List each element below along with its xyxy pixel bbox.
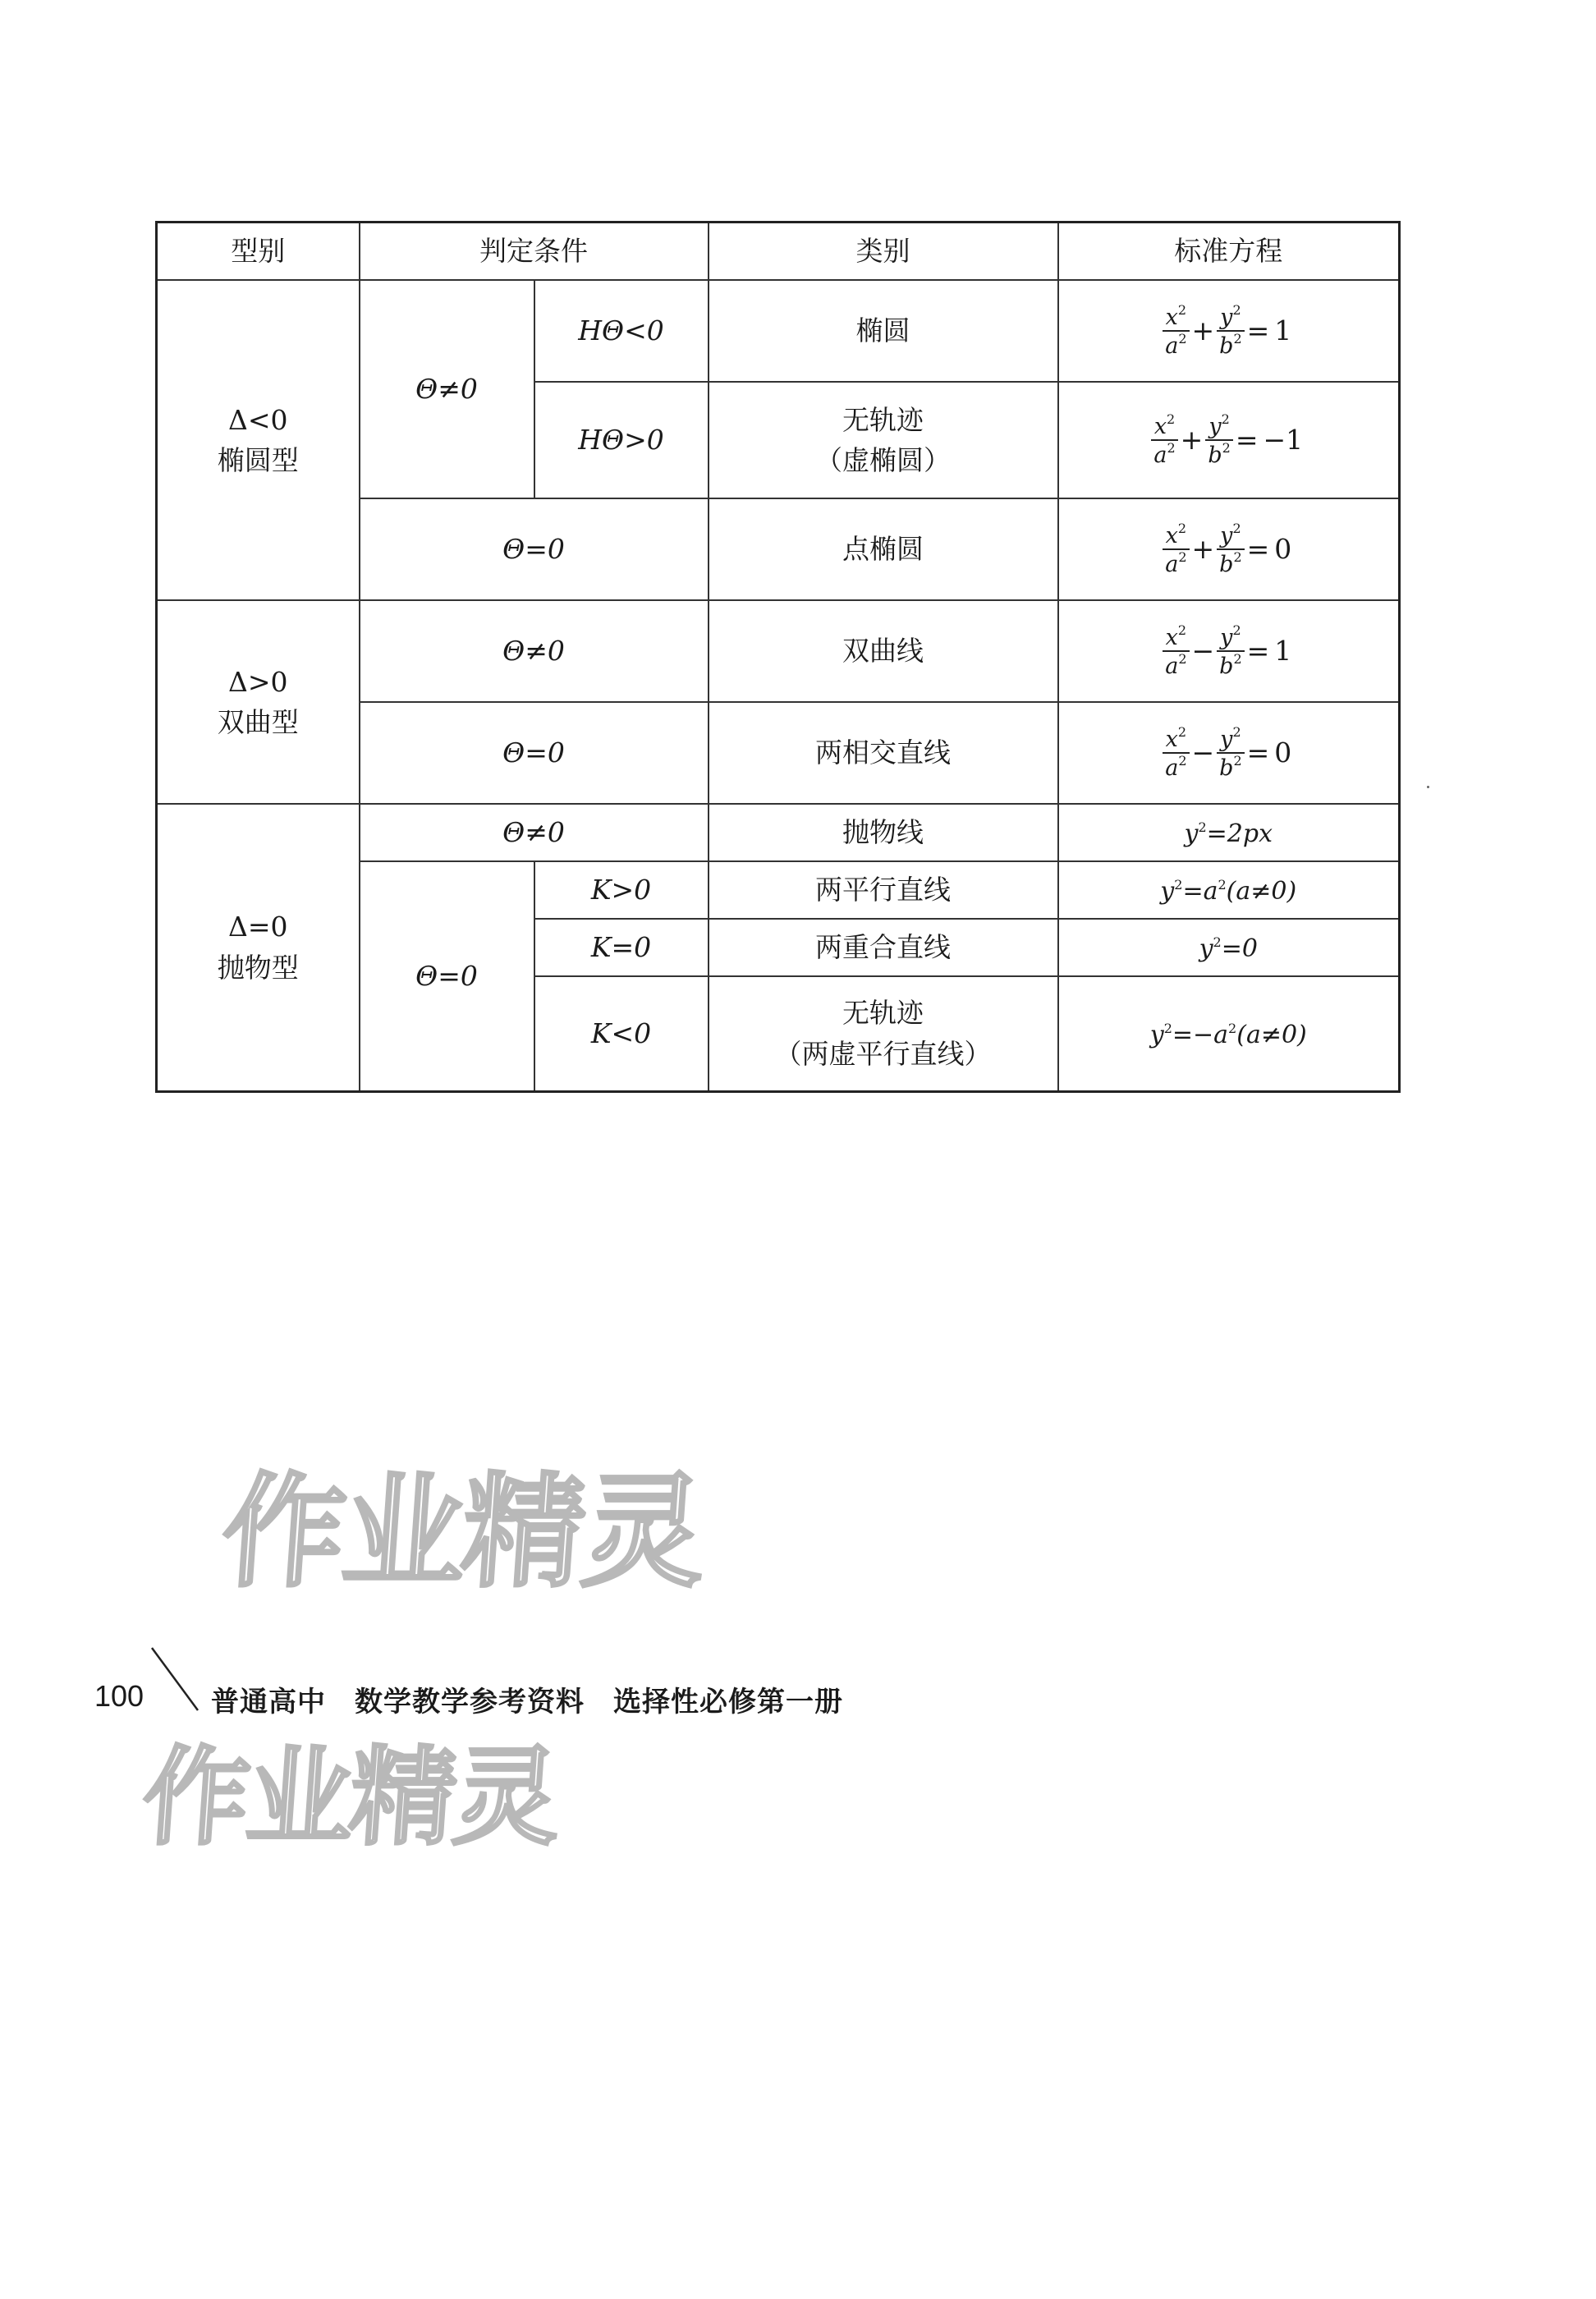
condition-sub: K<0	[534, 976, 709, 1091]
category-cell: 点椭圆	[709, 498, 1058, 600]
condition-theta: Θ=0	[360, 702, 709, 804]
condition-theta: Θ≠0	[360, 600, 709, 702]
category-cell: 无轨迹 （虚椭圆）	[709, 382, 1058, 498]
category-cell: 两平行直线	[709, 861, 1058, 919]
condition-sub: HΘ<0	[534, 280, 709, 382]
category-cell: 双曲线	[709, 600, 1058, 702]
condition-theta: Θ≠0	[360, 280, 534, 498]
type-name: 椭圆型	[217, 444, 299, 476]
header-condition: 判定条件	[360, 223, 709, 281]
equation-cell: $y^2=-a^2(a\ne 0)$	[1058, 976, 1400, 1091]
watermark-mid: 作业精灵	[217, 1462, 708, 1604]
stray-dot	[1427, 786, 1429, 788]
category-cell: 两重合直线	[709, 919, 1058, 976]
equation-cell: $\frac{x^2}{a^2}$ + $\frac{y^2}{b^2}$ = −1	[1058, 382, 1400, 498]
header-standard-equation: 标准方程	[1058, 223, 1400, 281]
category-cell: 抛物线	[709, 804, 1058, 861]
type-condition: Δ<0	[228, 403, 288, 436]
header-type: 型别	[157, 223, 360, 281]
type-cell-hyperbola: Δ>0 双曲型	[157, 600, 360, 804]
equation-cell: $\frac{x^2}{a^2}$ + $\frac{y^2}{b^2}$ = 1	[1058, 280, 1400, 382]
condition-theta: Θ=0	[360, 861, 534, 1091]
type-cell-parabola: Δ=0 抛物型	[157, 804, 360, 1091]
equation-cell: $y^2=2px$	[1058, 804, 1400, 861]
header-category: 类别	[709, 223, 1058, 281]
condition-sub: K>0	[534, 861, 709, 919]
category-cell: 无轨迹 （两虚平行直线）	[709, 976, 1058, 1091]
table-row	[157, 804, 1400, 861]
fraction-x: $\frac{x^2}{a^2}$	[1163, 303, 1189, 359]
table-row	[157, 280, 1400, 382]
condition-sub: K=0	[534, 919, 709, 976]
equation-cell: $y^2=0$	[1058, 919, 1400, 976]
table-row	[157, 600, 1400, 702]
category-cell: 椭圆	[709, 280, 1058, 382]
condition-sub: HΘ>0	[534, 382, 709, 498]
fraction-y: $\frac{y^2}{b^2}$	[1217, 303, 1244, 359]
condition-theta: Θ≠0	[360, 804, 709, 861]
slash-divider-icon	[150, 1646, 200, 1712]
page-number: 100	[94, 1679, 144, 1713]
header-row	[157, 223, 1400, 281]
equation-cell: $\frac{x^2}{a^2}$ + $\frac{y^2}{b^2}$ = 0	[1058, 498, 1400, 600]
page-footer	[94, 1646, 915, 1719]
category-cell: 两相交直线	[709, 702, 1058, 804]
watermark-footer: 作业精灵	[138, 1735, 562, 1860]
condition-theta: Θ=0	[360, 498, 709, 600]
book-title: 普通高中 数学教学参考资料 选择性必修第一册	[211, 1686, 843, 1719]
equation-cell: $\frac{x^2}{a^2}$ − $\frac{y^2}{b^2}$ = 1	[1058, 600, 1400, 702]
equation-cell: $\frac{x^2}{a^2}$ − $\frac{y^2}{b^2}$ = 0	[1058, 702, 1400, 804]
conic-classification-table	[155, 221, 1401, 1093]
type-cell-ellipse	[157, 280, 360, 600]
equation-cell: $y^2=a^2(a\ne 0)$	[1058, 861, 1400, 919]
